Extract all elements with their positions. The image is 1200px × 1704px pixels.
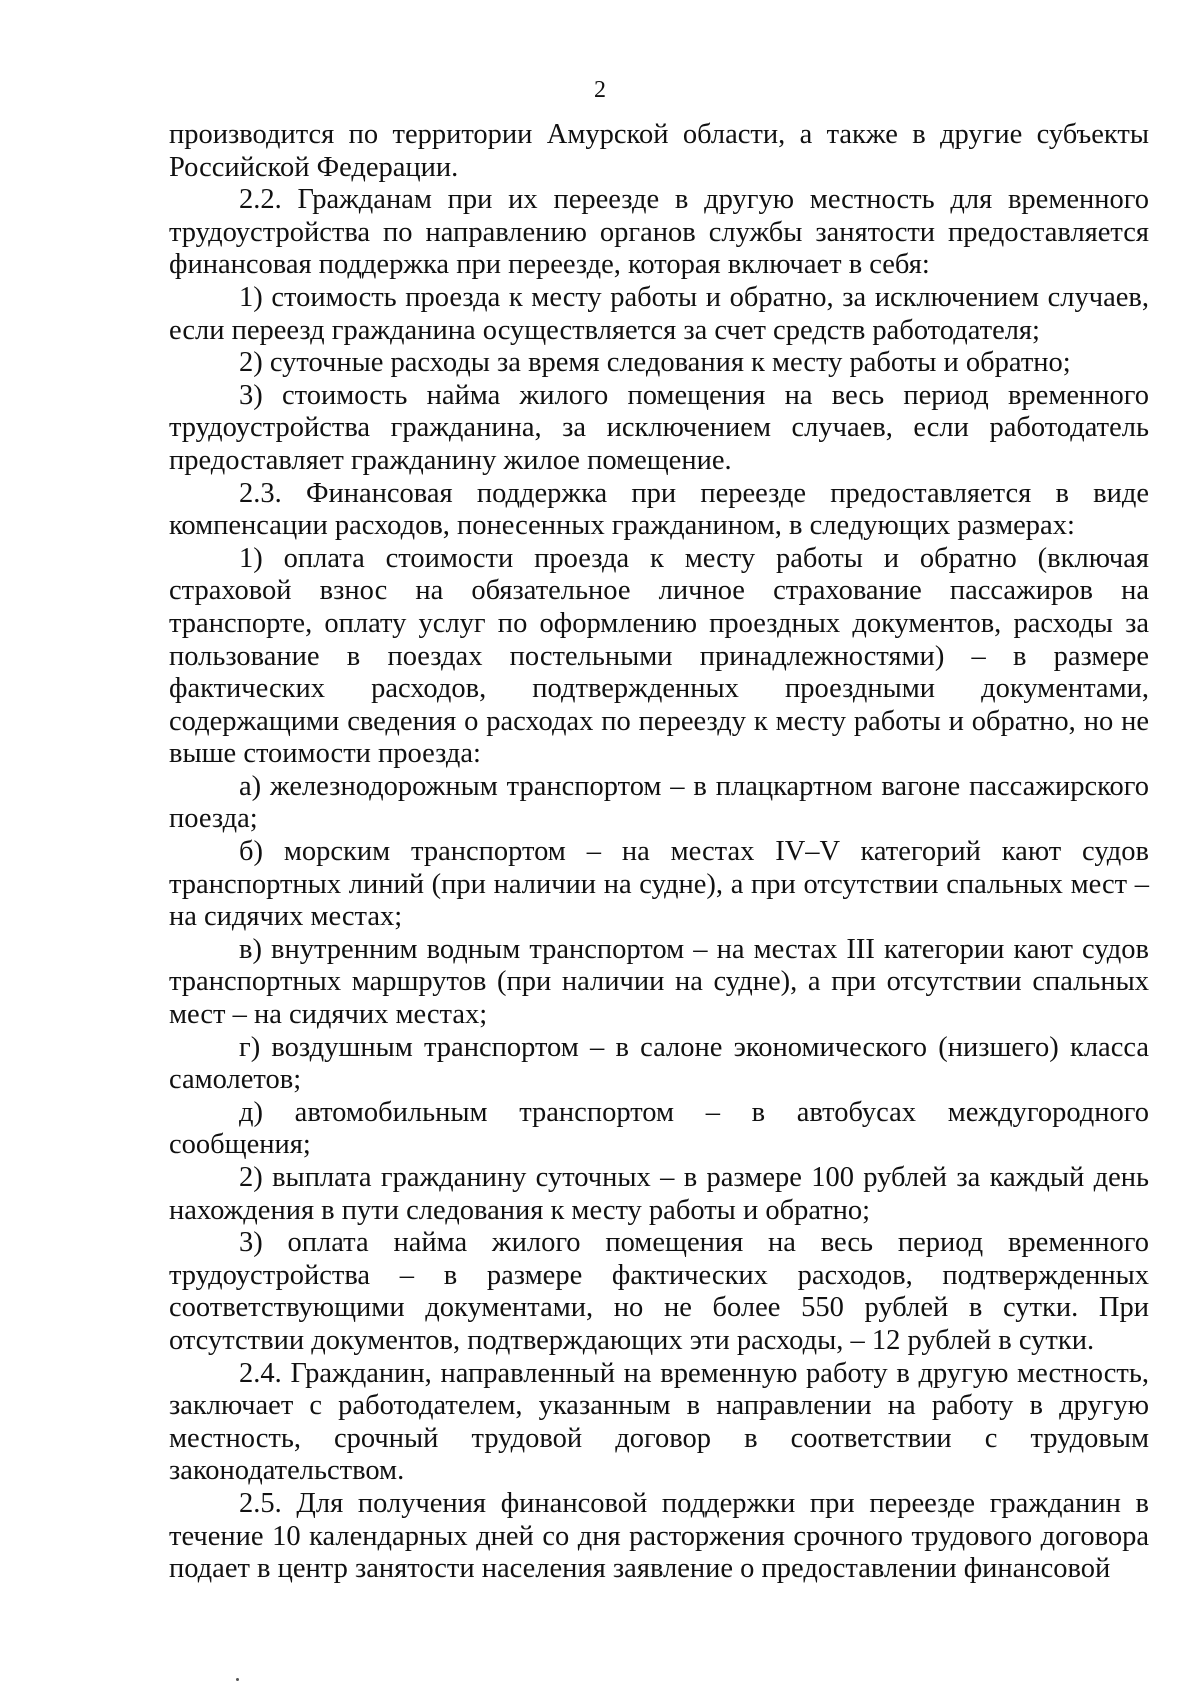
paragraph: г) воздушным транспортом – в салоне экономического (низшего) класса самолетов; — [169, 1031, 1149, 1096]
paragraph: производится по территории Амурской области, а также в другие субъекты Российской Федерации. — [169, 119, 1149, 183]
document-body — [169, 119, 1149, 1586]
paragraph: в) внутренним водным транспортом – на местах III категории кают судов транспортных маршрутов (при наличии на судне), а при отсутствии спальных мест – на сидячих местах; — [169, 933, 1149, 1031]
paragraph: 1) стоимость проезда к месту работы и обратно, за исключением случаев, если переезд гражданина осуществляется за счет средств работодателя; — [169, 281, 1149, 346]
paragraph: 2.5. Для получения финансовой поддержки при переезде гражданин в течение 10 календарных дней со дня расторжения срочного трудового договора подает в центр занятости населения заявление о предоставлении финансовой — [169, 1487, 1149, 1585]
paragraph: б) морским транспортом – на местах IV–V категорий кают судов транспортных линий (при наличии на судне), а при отсутствии спальных мест – на сидячих местах; — [169, 836, 1149, 933]
paragraph: 2) выплата гражданину суточных – в размере 100 рублей за каждый день нахождения в пути следования к месту работы и обратно; — [169, 1162, 1149, 1226]
paragraph: 2.3. Финансовая поддержка при переезде предоставляется в виде компенсации расходов, понесенных гражданином, в следующих размерах: — [169, 477, 1149, 542]
paragraph: 1) оплата стоимости проезда к месту работы и обратно (включая страховой взнос на обязательное личное страхование пассажиров на транспорте, оплату услуг по оформлению проездных документов, расходы за пользование в поездах постельными принадлежностями) – в размере фактических расходов, подтвержденных проездными документами, содержащими сведения о расходах по переезду к месту работы и обратно, но не выше стоимости проезда: — [169, 542, 1149, 770]
paragraph: 3) оплата найма жилого помещения на весь период временного трудоустройства – в размере фактических расходов, подтвержденных соответствующими документами, но не более 550 рублей в сутки. При отсутствии документов, подтверждающих эти расходы, – 12 рублей в сутки. — [169, 1227, 1149, 1356]
paragraph: 2.2. Гражданам при их переезде в другую местность для временного трудоустройства по направлению органов службы занятости предоставляется финансовая поддержка при переезде, которая включает в себя: — [169, 184, 1149, 281]
scan-speck — [236, 1678, 239, 1681]
paragraph: 2.4. Гражданин, направленный на временную работу в другую местность, заключает с работодателем, указанным в направлении на работу в другую местность, срочный трудовой договор в соответствии с трудовым законодательством. — [169, 1357, 1149, 1487]
paragraph: а) железнодорожным транспортом – в плацкартном вагоне пассажирского поезда; — [169, 770, 1149, 835]
page-number: 2 — [594, 77, 606, 103]
paragraph: д) автомобильным транспортом – в автобусах междугородного сообщения; — [169, 1096, 1149, 1161]
paragraph: 2) суточные расходы за время следования к месту работы и обратно; — [239, 347, 1071, 379]
paragraph: 3) стоимость найма жилого помещения на весь период временного трудоустройства гражданина, за исключением случаев, если работодатель предоставляет гражданину жилое помещение. — [169, 379, 1149, 476]
